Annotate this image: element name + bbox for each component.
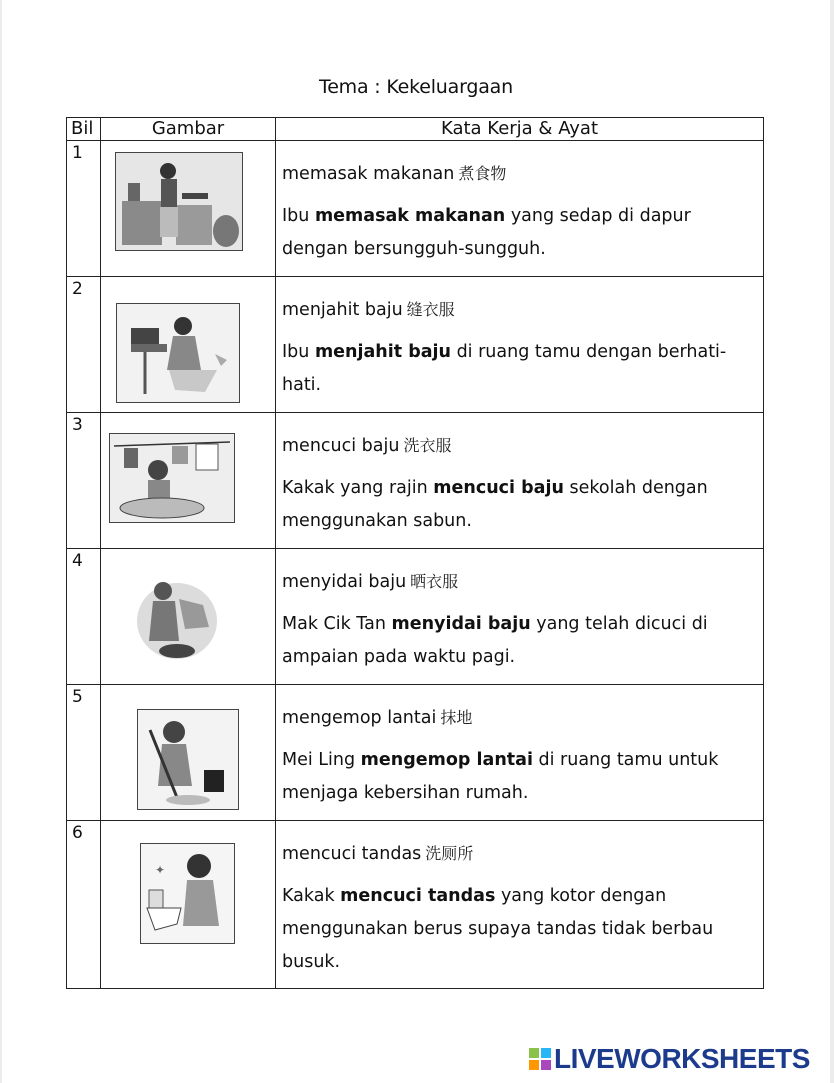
page-title: Tema : Kekeluargaan xyxy=(319,76,513,98)
table-row xyxy=(67,277,764,413)
verb-phrase: mengemop lantai 抹地 xyxy=(282,708,473,728)
table-row xyxy=(67,821,764,989)
example-sentence: Mak Cik Tan menyidai baju yang telah dicuci di ampaian pada waktu pagi. xyxy=(282,614,708,667)
table-row xyxy=(67,413,764,549)
example-sentence: Ibu menjahit baju di ruang tamu dengan berhati-hati. xyxy=(282,342,727,395)
example-sentence: Kakak yang rajin mencuci baju sekolah dengan menggunakan sabun. xyxy=(282,478,708,531)
example-sentence: Ibu memasak makanan yang sedap di dapur dengan bersungguh-sungguh. xyxy=(282,206,691,259)
washing-icon xyxy=(110,434,234,522)
sewing-icon xyxy=(117,304,239,402)
table-row xyxy=(67,685,764,821)
row-number: 5 xyxy=(72,687,83,707)
row-number: 4 xyxy=(72,551,83,571)
row-number: 2 xyxy=(72,279,83,299)
worksheet-table xyxy=(66,117,764,989)
mopping-icon xyxy=(138,710,238,809)
liveworksheets-logo-icon xyxy=(529,1048,551,1070)
toilet-cleaning-icon xyxy=(141,844,234,943)
cooking-icon xyxy=(116,153,242,250)
header-gambar: Gambar xyxy=(101,118,276,141)
table-header-row xyxy=(67,118,764,141)
washing-clothes-illustration xyxy=(109,433,235,523)
header-bil: Bil xyxy=(67,118,101,141)
verb-phrase: mencuci tandas 洗厕所 xyxy=(282,844,474,864)
worksheet-page xyxy=(2,0,830,1083)
hanging-clothes-illustration xyxy=(135,571,219,663)
brand-name: LIVEWORKSHEETS xyxy=(554,1043,810,1074)
mopping-illustration xyxy=(137,709,239,810)
sewing-illustration xyxy=(116,303,240,403)
row-number: 6 xyxy=(72,823,83,843)
table-row xyxy=(67,141,764,277)
svg-text:✦: ✦ xyxy=(155,863,166,877)
example-sentence: Kakak mencuci tandas yang kotor dengan menggunakan berus supaya tandas tidak berbau busuk. xyxy=(282,886,714,972)
header-kata-kerja: Kata Kerja & Ayat xyxy=(276,118,764,141)
verb-phrase: mencuci baju 洗衣服 xyxy=(282,436,452,456)
table-row xyxy=(67,549,764,685)
liveworksheets-brand[interactable] xyxy=(529,1042,810,1076)
verb-phrase: menyidai baju 晒衣服 xyxy=(282,572,459,592)
cooking-illustration xyxy=(115,152,243,251)
hanging-clothes-icon xyxy=(135,571,219,663)
cleaning-toilet-illustration xyxy=(140,843,235,944)
verb-phrase: menjahit baju 缝衣服 xyxy=(282,300,455,320)
example-sentence: Mei Ling mengemop lantai di ruang tamu untuk menjaga kebersihan rumah. xyxy=(282,750,719,803)
row-number: 3 xyxy=(72,415,83,435)
row-number: 1 xyxy=(72,143,83,163)
verb-phrase: memasak makanan 煮食物 xyxy=(282,164,507,184)
